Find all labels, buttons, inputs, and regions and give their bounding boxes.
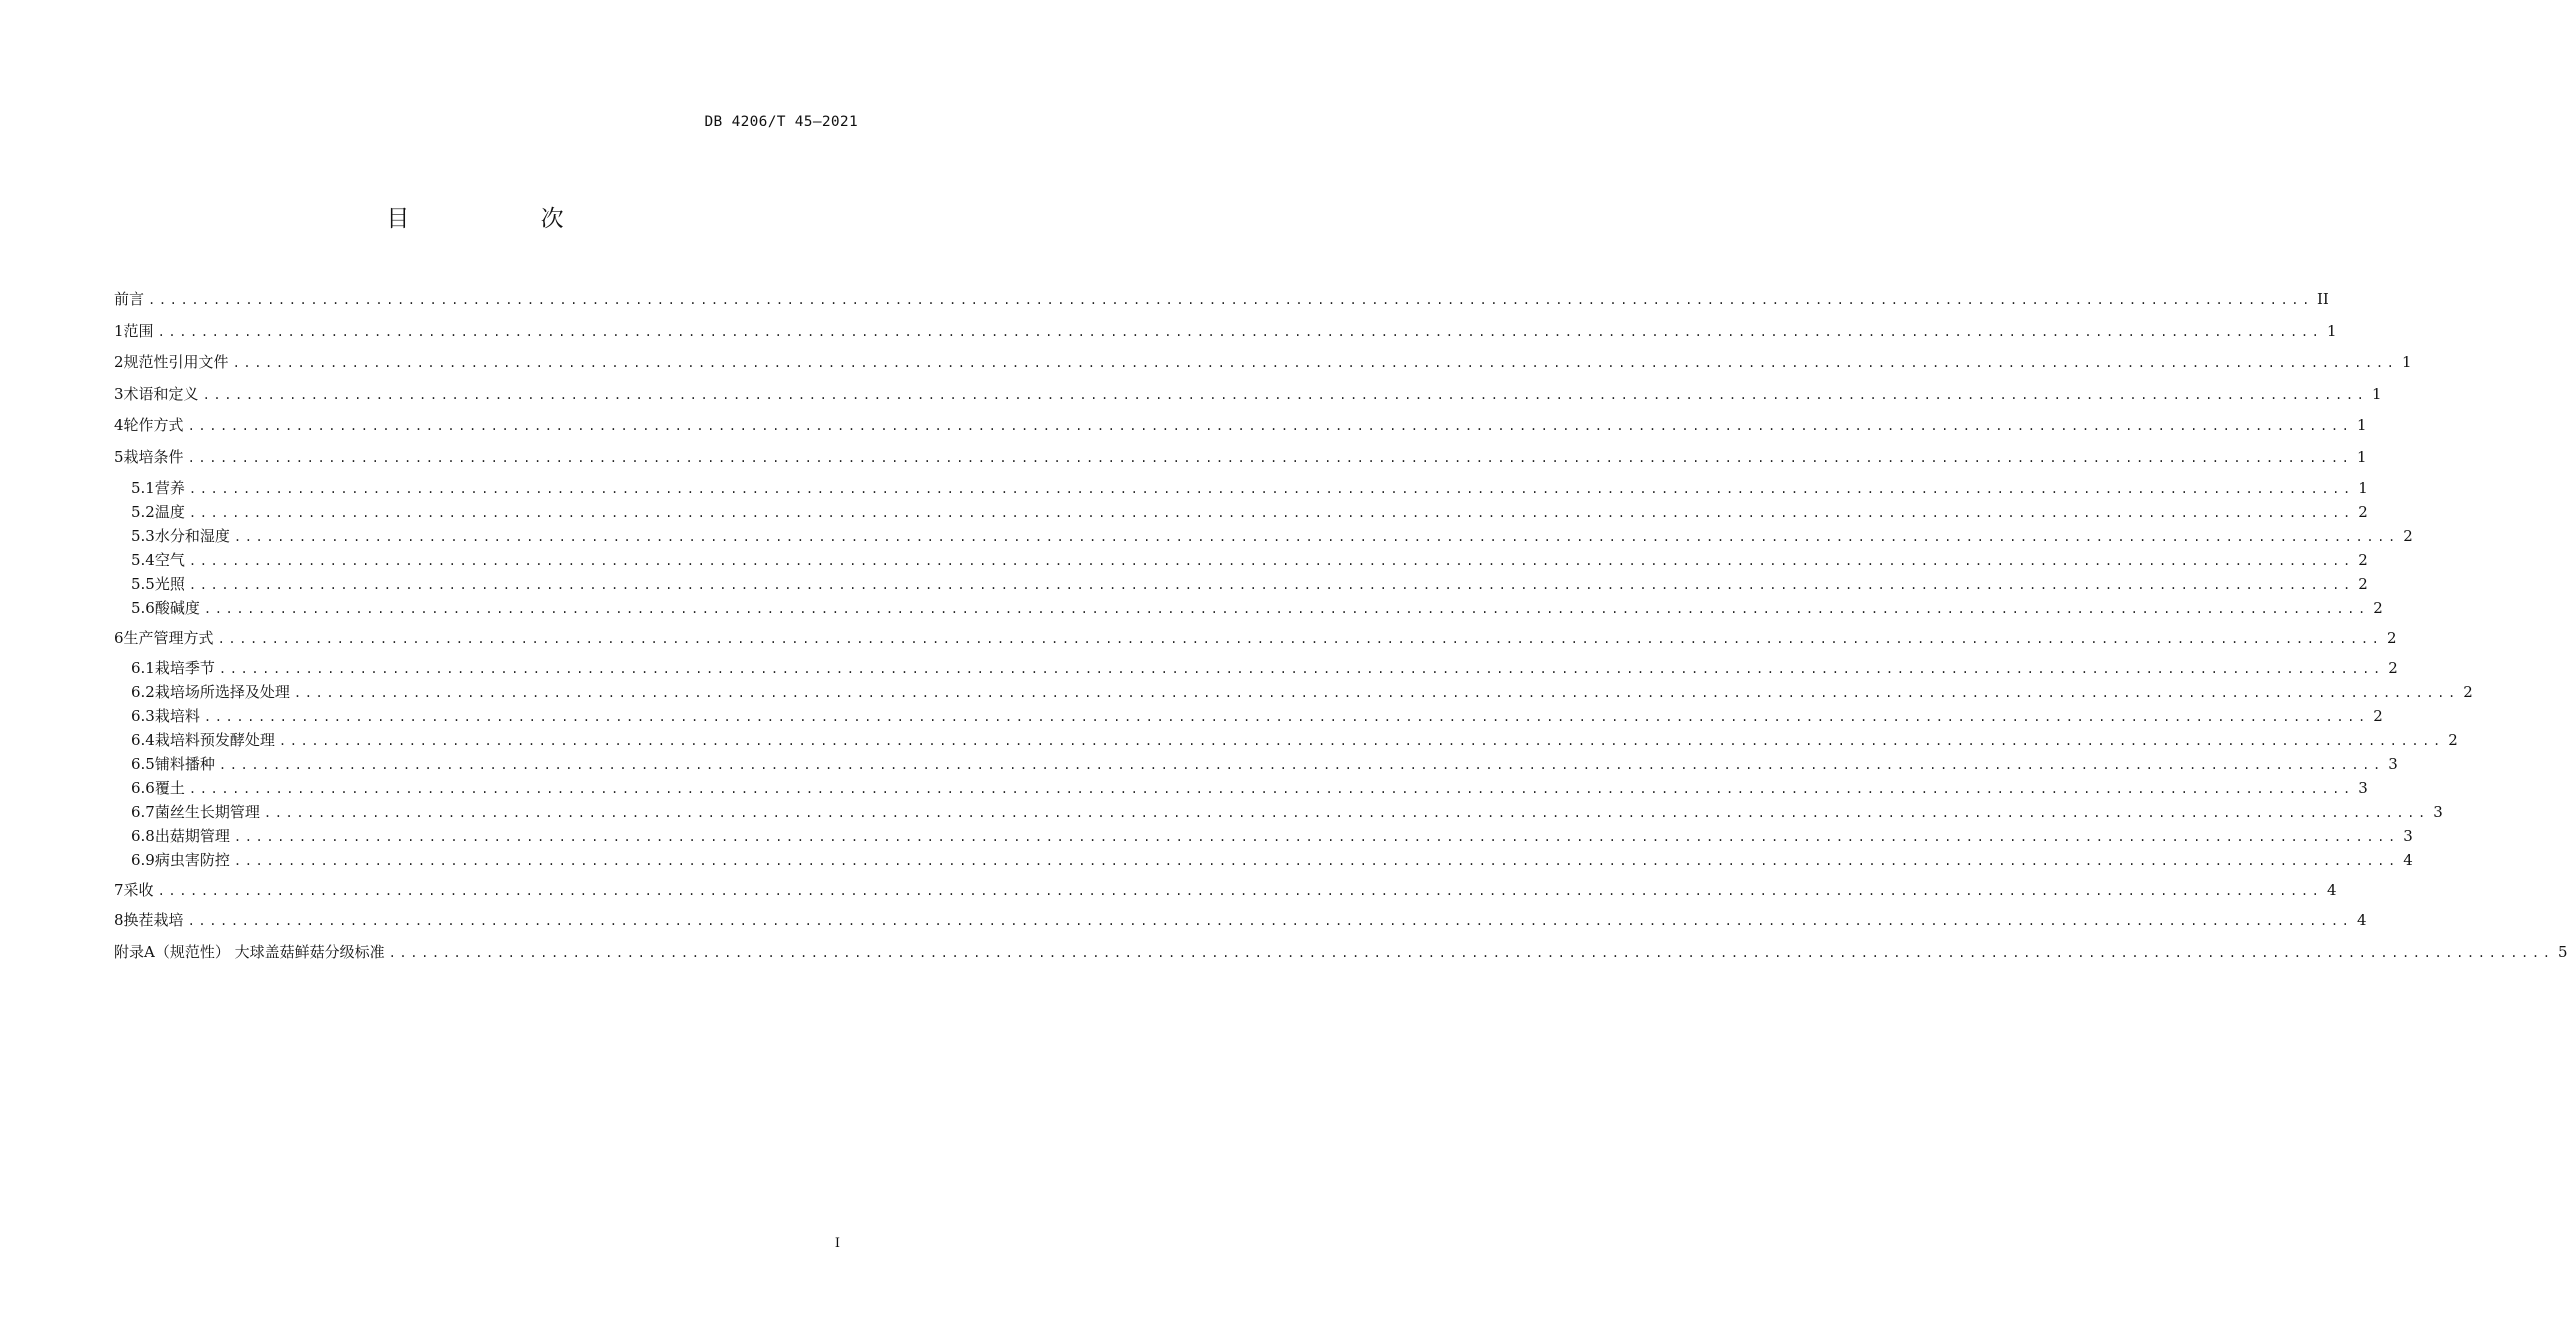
toc-entry-page: 3 [2388,755,2398,773]
toc-entry-page: 1 [2401,353,2412,371]
toc-entry-page: 2 [2358,503,2368,521]
toc-entry-number: 6.5 [131,755,155,773]
toc-entry-page: 3 [2403,827,2413,845]
toc-entry-page: 2 [2373,599,2383,617]
toc-dot-leader: ........................................................................................................................................................................................................ [293,686,2459,700]
toc-entry-label: 术语和定义 [123,384,199,403]
toc-entry-label: 铺料播种 [154,755,215,773]
toc-entry[interactable] [114,500,2368,524]
toc-entry[interactable] [114,596,2383,620]
toc-dot-leader: ........................................................................................................................................................................................................ [278,734,2444,748]
toc-entry-number: 5.2 [131,503,155,521]
page-title: 目 次 [386,206,626,232]
toc-entry-page: 2 [2373,707,2383,725]
page-number: I [834,1236,840,1251]
toc-dot-leader: ........................................................................................................................................................................................................ [202,387,2368,402]
toc-entry[interactable] [114,350,2412,382]
toc-entry[interactable] [114,620,2397,656]
toc-dot-leader: ........................................................................................................................................................................................................ [188,782,2354,796]
toc-entry-page: 1 [2326,321,2337,340]
toc-entry-label: 营养 [154,479,185,497]
toc-entry-number: 5.3 [131,527,155,545]
toc-entry-number: 2 [114,353,124,371]
toc-entry[interactable] [114,704,2383,728]
toc-entry[interactable] [114,872,2337,908]
toc-entry-number: 8 [114,911,124,929]
toc-entry[interactable] [114,287,2329,319]
toc-entry-number: 5.5 [131,575,155,593]
toc-entry-number: 6 [114,629,124,647]
toc-entry-label: 覆土 [154,779,185,797]
toc-entry-label: 换茬栽培 [123,911,184,929]
toc-entry[interactable] [114,728,2458,752]
toc-entry-page: 1 [2358,479,2368,497]
toc-entry-number: 3 [114,384,124,403]
toc-entry-number: 5.4 [131,551,155,569]
toc-entry-label: 范围 [123,321,154,340]
toc-entry-number: 4 [114,416,124,434]
toc-entry-number: 6.6 [131,779,155,797]
toc-entry-number: 6.3 [131,707,155,725]
toc-entry[interactable] [114,524,2413,548]
toc-entry-label: 病虫害防控 [154,851,230,869]
toc-entry-number: 6.2 [131,683,155,701]
toc-entry-label: 栽培条件 [123,447,184,466]
toc-entry[interactable] [114,752,2398,776]
toc-entry-page: 3 [2433,803,2443,821]
toc-dot-leader: ........................................................................................................................................................................................................ [388,945,2554,960]
toc-entry[interactable] [114,824,2413,848]
toc-entry-page: 2 [2358,575,2368,593]
toc-dot-leader: ........................................................................................................................................................................................................ [232,356,2398,370]
toc-dot-leader: ........................................................................................................................................................................................................ [187,914,2353,928]
toc-entry-number: 6.8 [131,827,155,845]
toc-entry-page: 2 [2403,527,2413,545]
toc-entry[interactable] [114,848,2413,872]
toc-entry[interactable] [114,548,2368,572]
toc-entry-label: 酸碱度 [154,599,200,617]
toc-entry-label: 菌丝生长期管理 [154,803,260,821]
toc-entry-number: 5.6 [131,599,155,617]
toc-dot-leader: ........................................................................................................................................................................................................ [217,632,2383,646]
toc-entry-page: 1 [2356,447,2367,466]
toc-dot-leader: ........................................................................................................................................................................................................ [218,758,2384,772]
toc-entry[interactable] [114,800,2443,824]
toc-entry-number: 5 [114,447,124,466]
toc-dot-leader: ........................................................................................................................................................................................................ [188,578,2354,592]
toc-entry[interactable] [114,413,2367,445]
toc-entry-label: 栽培料 [154,707,200,725]
toc-entry[interactable] [114,680,2473,704]
toc-entry-page: 2 [2388,659,2398,677]
toc-entry-number: 6.1 [131,659,155,677]
toc-entry[interactable] [114,319,2337,351]
toc-entry-label: 规范性引用文件 [123,353,229,371]
toc-entry-label: 栽培季节 [154,659,215,677]
toc-entry-label: 出菇期管理 [154,827,230,845]
document-code: DB 4206/T 45—2021 [704,114,858,130]
toc-entry[interactable] [114,572,2368,596]
toc-entry-label: 水分和湿度 [154,527,230,545]
toc-entry-label: 温度 [154,503,185,521]
toc-entry[interactable] [114,476,2368,500]
toc-entry[interactable] [114,445,2367,477]
toc-entry-label: 栽培场所选择及处理 [154,683,290,701]
toc-entry-page: 2 [2386,629,2397,647]
toc-entry-label: 采收 [123,881,154,899]
toc-entry-number: 6.4 [131,731,155,749]
toc-entry-page: 2 [2463,683,2473,701]
toc-entry-page: 5 [2557,942,2568,961]
toc-dot-leader: ........................................................................................................................................................................................................ [187,419,2353,433]
toc-dot-leader: ........................................................................................................................................................................................................ [233,830,2399,844]
toc-entry[interactable] [114,656,2398,680]
toc-entry-number: 6.7 [131,803,155,821]
toc-entry[interactable] [114,940,2568,972]
toc-entry-page: 4 [2403,851,2413,869]
toc-entry-page: 1 [2371,384,2382,403]
toc-entry-page: 4 [2356,911,2367,929]
toc-dot-leader: ........................................................................................................................................................................................................ [188,554,2354,568]
toc-entry-number: 7 [114,881,124,899]
toc-entry[interactable] [114,776,2368,800]
toc-dot-leader: ........................................................................................................................................................................................................ [263,806,2429,820]
toc-entry-page: 2 [2358,551,2368,569]
toc-entry-label: 前言 [114,290,145,308]
toc-entry-label: 轮作方式 [123,416,184,434]
toc-entry-number: 1 [114,321,124,340]
toc-dot-leader: ........................................................................................................................................................................................................ [203,710,2369,724]
toc-entry-page: II [2316,290,2329,308]
toc-entry-label: 生产管理方式 [123,629,214,647]
toc-entry-number: 5.1 [131,479,155,497]
toc-entry-page: 4 [2326,881,2337,899]
toc-entry-label: 栽培料预发酵处理 [154,731,275,749]
toc-entry-label: 空气 [154,551,185,569]
table-of-contents [114,287,2568,971]
toc-dot-leader: ........................................................................................................................................................................................................ [203,602,2369,616]
toc-dot-leader: ........................................................................................................................................................................................................ [233,530,2399,544]
toc-entry[interactable] [114,382,2382,414]
toc-entry-page: 1 [2356,416,2367,434]
toc-entry[interactable] [114,908,2367,940]
toc-entry-page: 3 [2358,779,2368,797]
toc-dot-leader: ........................................................................................................................................................................................................ [188,482,2354,496]
toc-dot-leader: ........................................................................................................................................................................................................ [233,854,2399,868]
toc-entry-label: 附录A（规范性） 大球盖菇鲜菇分级标准 [114,942,385,961]
toc-dot-leader: ........................................................................................................................................................................................................ [187,450,2353,465]
toc-dot-leader: ........................................................................................................................................................................................................ [188,506,2354,520]
toc-dot-leader: ........................................................................................................................................................................................................ [148,293,2313,307]
toc-dot-leader: ........................................................................................................................................................................................................ [157,884,2323,898]
toc-dot-leader: ........................................................................................................................................................................................................ [218,662,2384,676]
toc-entry-page: 2 [2448,731,2458,749]
toc-entry-label: 光照 [154,575,185,593]
toc-dot-leader: ........................................................................................................................................................................................................ [157,324,2323,339]
toc-entry-number: 6.9 [131,851,155,869]
